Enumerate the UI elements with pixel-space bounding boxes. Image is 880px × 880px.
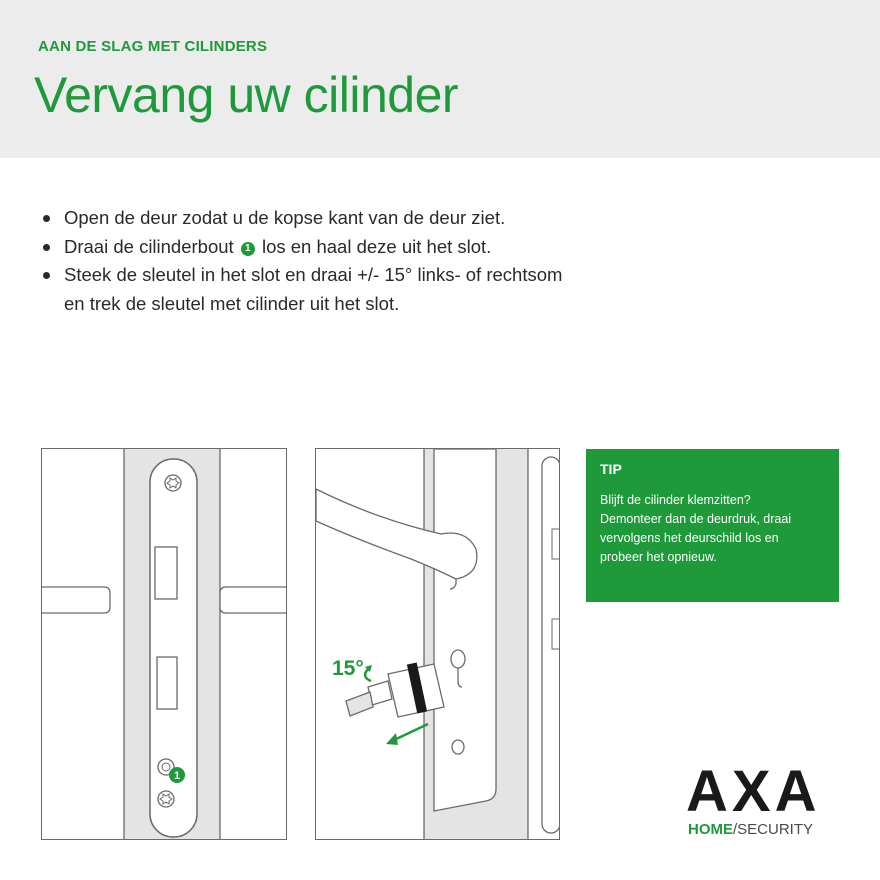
tip-line: probeer het opnieuw. — [600, 550, 717, 564]
step-marker-1-label: 1 — [173, 770, 181, 782]
instruction-list — [40, 204, 680, 318]
cylinder-removal-drawing — [316, 449, 560, 840]
pull-direction-arrow — [386, 733, 398, 745]
logo-tagline-security: SECURITY — [737, 821, 814, 838]
instruction-item — [40, 233, 680, 262]
tip-box — [586, 449, 839, 602]
door-edge-drawing — [42, 449, 287, 840]
rotation-angle-label: 15° — [332, 657, 364, 680]
tip-line: vervolgens het deurschild los en — [600, 531, 779, 545]
instruction-item — [40, 204, 680, 233]
instruction-item — [40, 261, 680, 318]
instruction-text: los en haal deze uit het slot. — [261, 235, 492, 257]
instruction-text: Steek de sleutel in het slot en draai +/- 15° links- of rechtsom — [64, 264, 563, 285]
logo-separator: / — [733, 821, 738, 838]
tip-title: TIP — [600, 461, 622, 477]
header-band — [0, 0, 880, 158]
page-title: Vervang uw cilinder — [34, 67, 459, 123]
instruction-text: Open de deur zodat u de kopse kant van de deur ziet. — [64, 207, 506, 228]
instruction-text: en trek de sleutel met cilinder uit het slot. — [64, 292, 400, 314]
cylinder-removal-illustration — [315, 448, 560, 840]
door-edge-illustration — [41, 448, 287, 840]
tip-line: Demonteer dan de deurdruk, draai — [600, 512, 792, 526]
section-kicker: AAN DE SLAG MET CILINDERS — [38, 38, 268, 55]
tip-text — [600, 491, 825, 567]
tip-line: Blijft de cilinder klemzitten? — [600, 493, 751, 507]
logo-brand: AXA — [686, 759, 821, 824]
axa-logo — [686, 759, 846, 842]
instruction-text: Draai de cilinderbout — [64, 235, 234, 257]
logo-tagline-home: HOME — [688, 821, 733, 838]
logo-tagline — [688, 821, 813, 838]
step-marker-badge: 1 — [241, 242, 255, 256]
